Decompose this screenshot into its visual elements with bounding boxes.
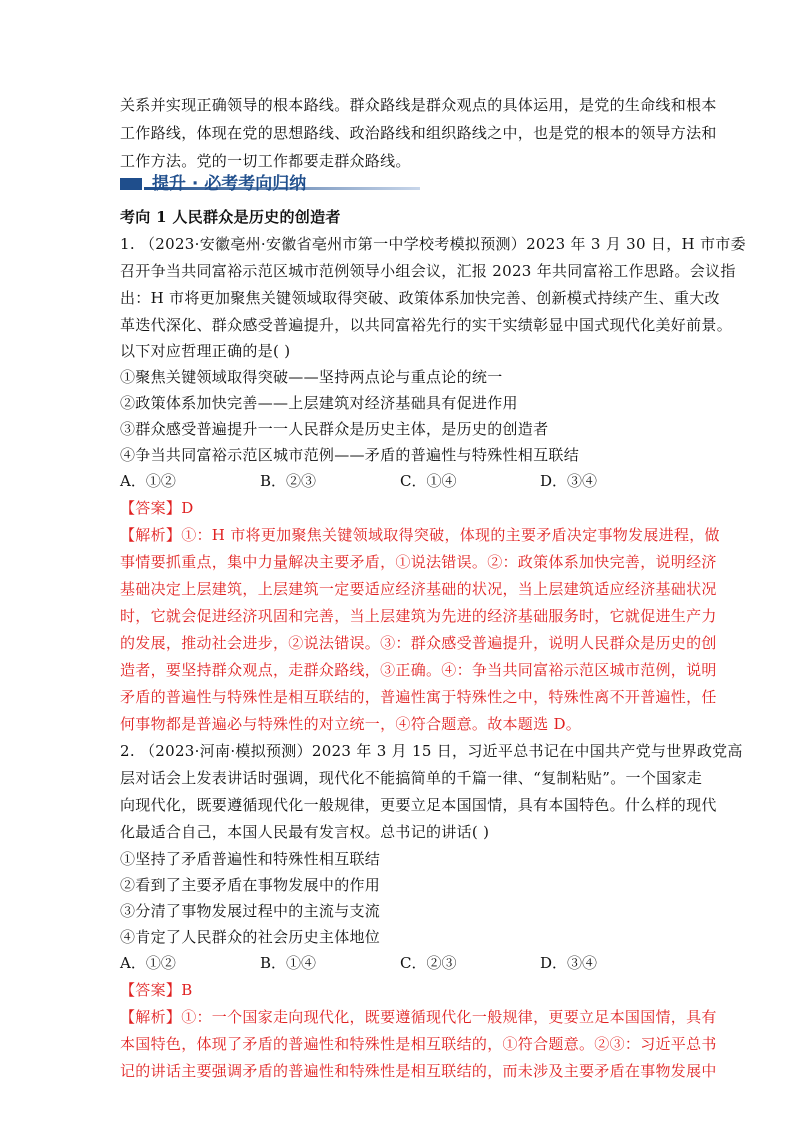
q1-analysis-2: 事情要抓重点，集中力量解决主要矛盾，①说法错误。②：政策体系加快完善，说明经济	[120, 553, 717, 571]
q1-item-2: ②政策体系加快完善——上层建筑对经济基础具有促进作用	[120, 394, 518, 412]
q2-analysis-1: 【解析】①：一个国家走向现代化，既要遵循现代化一般规律，更要立足本国国情，具有	[120, 1008, 717, 1026]
q1-option-c: C．①④	[400, 472, 457, 490]
q2-option-b: B．①④	[260, 954, 317, 972]
q1-item-4: ④争当共同富裕示范区城市范例——矛盾的普遍性与特殊性相互联结	[120, 446, 580, 464]
intro-line-2: 工作路线，体现在党的思想路线、政治路线和组织路线之中，也是党的根本的领导方法和	[120, 124, 717, 142]
intro-line-1: 关系并实现正确领导的根本路线。群众路线是群众观点的具体运用，是党的生命线和根本	[120, 96, 717, 114]
q2-item-3: ③分清了事物发展过程中的主流与支流	[120, 902, 381, 920]
q2-analysis-3: 记的讲话主要强调矛盾的普遍性和特殊性是相互联结的，而未涉及主要矛盾在事物发展中	[120, 1062, 717, 1080]
q2-item-1: ①坚持了矛盾普遍性和特殊性相互联结	[120, 850, 381, 868]
q1-option-a: A．①②	[120, 472, 176, 490]
q2-stem-2: 层对话会上发表讲话时强调，现代化不能搞简单的千篇一律、“复制粘贴”。一个国家走	[120, 769, 703, 787]
q1-analysis-3: 基础决定上层建筑，上层建筑一定要适应经济基础的状况，当上层建筑适应经济基础状况	[120, 580, 717, 598]
q1-stem-3: 出：H 市将更加聚焦关键领域取得突破、政策体系加快完善、创新模式持续产生、重大改	[120, 289, 720, 307]
q2-stem-3: 向现代化，既要遵循现代化一般规律，更要立足本国国情，具有本国特色。什么样的现代	[120, 796, 717, 814]
q1-analysis-5: 的发展，推动社会进步，②说法错误。③：群众感受普遍提升，说明人民群众是历史的创	[120, 634, 717, 652]
q1-item-3: ③群众感受普遍提升一一人民群众是历史主体，是历史的创造者	[120, 420, 549, 438]
direction-title: 考向 1 人民群众是历史的创造者	[120, 208, 341, 226]
q1-stem-4: 革迭代深化、群众感受普遍提升，以共同富裕先行的实干实绩彰显中国式现代化美好前景。	[120, 316, 733, 334]
section-title: 提升 · 必考考向归纳	[152, 174, 307, 194]
q2-stem-1: 2. （2023·河南·模拟预测）2023 年 3 月 15 日，习近平总书记在中国共产党与世界政党高	[120, 742, 743, 760]
q1-answer: 【答案】D	[120, 499, 194, 517]
q1-analysis-1: 【解析】①：H 市将更加聚焦关键领域取得突破，体现的主要矛盾决定事物发展进程，做	[120, 526, 720, 544]
q1-stem-5: 以下对应哲理正确的是( )	[120, 342, 291, 360]
q1-analysis-6: 造者，要坚持群众观点，走群众路线，③正确。④：争当共同富裕示范区城市范例，说明	[120, 661, 717, 679]
q2-option-a: A．①②	[120, 954, 176, 972]
q1-analysis-7: 矛盾的普遍性与特殊性是相互联结的，普遍性寓于特殊性之中，特殊性离不开普遍性，任	[120, 688, 717, 706]
q1-stem-1: 1. （2023·安徽亳州·安徽省亳州市第一中学校考模拟预测）2023 年 3 月 30 日，H 市市委	[120, 235, 746, 253]
section-banner	[120, 171, 420, 195]
q2-answer: 【答案】B	[120, 981, 193, 999]
q1-stem-2: 召开争当共同富裕示范区城市范例领导小组会议，汇报 2023 年共同富裕工作思路。会议指	[120, 262, 736, 280]
q1-option-d: D．③④	[540, 472, 598, 490]
q2-option-d: D．③④	[540, 954, 598, 972]
banner-bar-icon	[120, 178, 142, 190]
q1-option-b: B．②③	[260, 472, 317, 490]
q2-analysis-2: 本国特色，体现了矛盾的普遍性和特殊性是相互联结的，①符合题意。②③：习近平总书	[120, 1035, 717, 1053]
q1-analysis-8: 何事物都是普遍必与特殊性的对立统一，④符合题意。故本题选 D。	[120, 715, 582, 733]
q2-stem-4: 化最适合自己，本国人民最有发言权。总书记的讲话( )	[120, 823, 490, 841]
q2-item-2: ②看到了主要矛盾在事物发展中的作用	[120, 876, 381, 894]
intro-line-3: 工作方法。党的一切工作都要走群众路线。	[120, 152, 411, 170]
q2-item-4: ④肯定了人民群众的社会历史主体地位	[120, 928, 381, 946]
q2-option-c: C．②③	[400, 954, 457, 972]
q1-item-1: ①聚焦关键领域取得突破——坚持两点论与重点论的统一	[120, 368, 503, 386]
q1-analysis-4: 时，它就会促进经济巩固和完善，当上层建筑为先进的经济基础服务时，它就促进生产力	[120, 607, 717, 625]
